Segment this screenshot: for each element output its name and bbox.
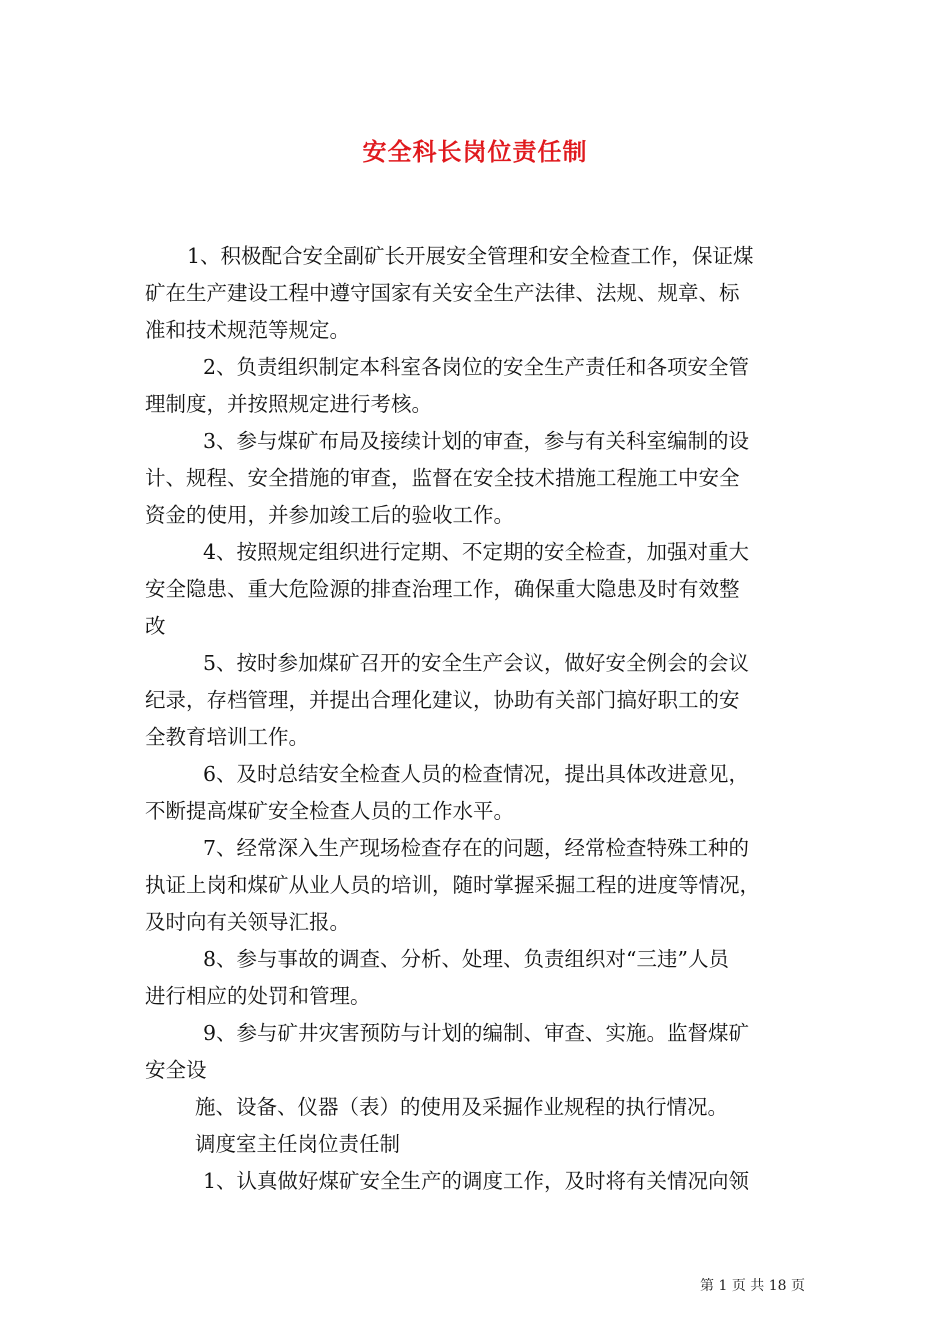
section-heading: 调度室主任岗位责任制	[195, 1132, 400, 1156]
text-line: 安全隐患、重大危险源的排查治理工作，确保重大隐患及时有效整	[145, 577, 740, 601]
text-line: 1、积极配合安全副矿长开展安全管理和安全检查工作，保证煤	[187, 244, 754, 268]
text-line: 全教育培训工作。	[145, 725, 309, 749]
text-line: 进行相应的处罚和管理。	[145, 984, 371, 1008]
text-line: 及时向有关领导汇报。	[145, 910, 350, 934]
text-line: 计、规程、安全措施的审查，监督在安全技术措施工程施工中安全	[145, 466, 740, 490]
text-line: 理制度，并按照规定进行考核。	[145, 392, 432, 416]
text-line: 纪录，存档管理，并提出合理化建议，协助有关部门搞好职工的安	[145, 688, 740, 712]
text-line: 4、按照规定组织进行定期、不定期的安全检查，加强对重大	[203, 540, 750, 564]
text-line: 6、及时总结安全检查人员的检查情况，提出具体改进意见，	[203, 762, 750, 786]
text-line: 资金的使用，并参加竣工后的验收工作。	[145, 503, 514, 527]
document-title: 安全科长岗位责任制	[362, 137, 588, 166]
text-line: 5、按时参加煤矿召开的安全生产会议，做好安全例会的会议	[203, 651, 750, 675]
text-line: 3、参与煤矿布局及接续计划的审查，参与有关科室编制的设	[203, 429, 750, 453]
text-line: 安全设	[145, 1058, 207, 1082]
page-number: 第 1 页 共 18 页	[700, 1278, 805, 1294]
text-line: 矿在生产建设工程中遵守国家有关安全生产法律、法规、规章、标	[145, 281, 740, 305]
text-line: 2、负责组织制定本科室各岗位的安全生产责任和各项安全管	[203, 355, 750, 379]
text-line: 不断提高煤矿安全检查人员的工作水平。	[145, 799, 514, 823]
text-line: 施、设备、仪器（表）的使用及采掘作业规程的执行情况。	[195, 1095, 728, 1119]
text-line: 1、认真做好煤矿安全生产的调度工作，及时将有关情况向领	[203, 1169, 750, 1193]
text-line: 7、经常深入生产现场检查存在的问题，经常检查特殊工种的	[203, 836, 750, 860]
text-line: 准和技术规范等规定。	[145, 318, 350, 342]
text-line: 8、参与事故的调查、分析、处理、负责组织对“三违”人员	[203, 947, 730, 971]
text-line: 执证上岗和煤矿从业人员的培训，随时掌握采掘工程的进度等情况，	[145, 873, 760, 897]
document-body	[145, 238, 807, 1200]
text-line: 9、参与矿井灾害预防与计划的编制、审查、实施。监督煤矿	[203, 1021, 750, 1045]
text-line: 改	[145, 614, 166, 638]
